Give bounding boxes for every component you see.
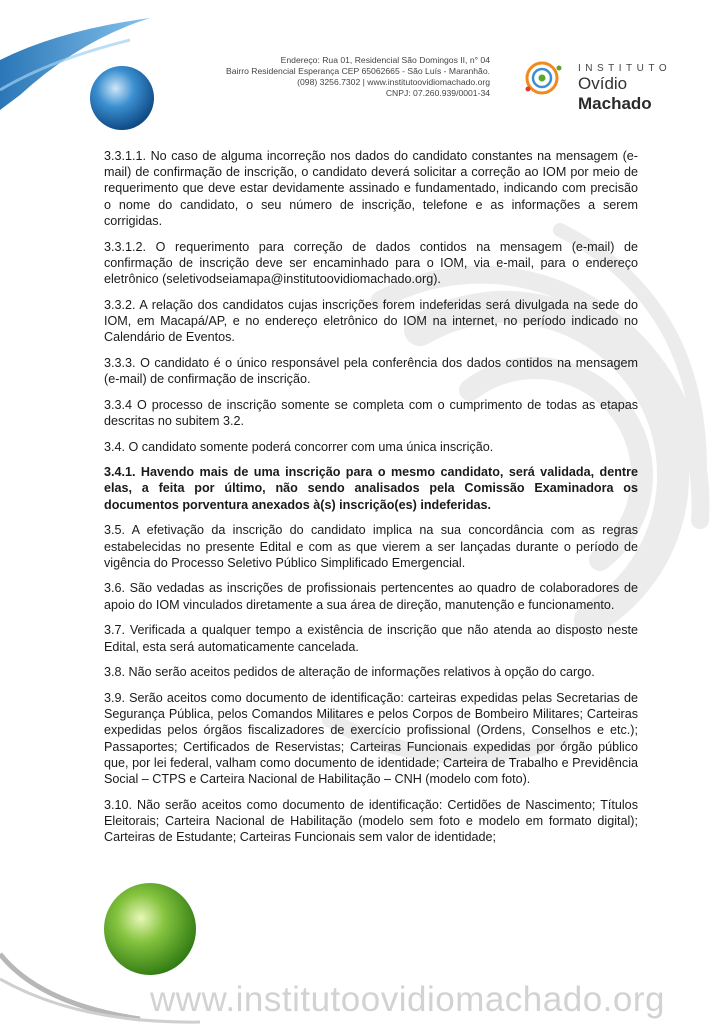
paragraph-3-3-1-1: 3.3.1.1. No caso de alguma incorreção nos dados do candidato constantes na mensagem (e-mail) de confirmação de inscrição, o candidato deverá solicitar a correção ao IOM por meio de requerimento que deve estar devidamente assinado e fundamentado, indicando com precisão o nome do candidato, o seu número de inscrição, telefone e as informações a serem corrigidas. — [104, 149, 638, 228]
logo-top-text: INSTITUTO — [578, 63, 672, 74]
document-body — [104, 148, 638, 855]
paragraph-3-3-3: 3.3.3. O candidato é o único responsável pela conferência dos dados contidos na mensagem (e-mail) de confirmação de inscrição. — [104, 355, 638, 386]
logo-name-bold: Machado — [578, 94, 652, 113]
address-line: Bairro Residencial Esperança CEP 65062665 - São Luís - Maranhão. — [225, 66, 490, 76]
phone-website-line: (098) 3256.7302 | www.institutoovidiomachado.org — [297, 77, 490, 87]
institute-logo — [518, 56, 698, 113]
paragraph-3-3-4: 3.3.4 O processo de inscrição somente se completa com o cumprimento de todas as etapas descritas no subitem 3.2. — [104, 397, 638, 428]
logo-name — [578, 74, 698, 114]
paragraph-3-6: 3.6. São vedadas as inscrições de profissionais pertencentes ao quadro de colaboradores de apoio do IOM vinculados diretamente a sua área de direção, manutenção e funcionamento. — [104, 581, 638, 612]
paragraph-3-7: 3.7. Verificada a qualquer tempo a existência de inscrição que não atenda ao disposto neste Edital, esta será automaticamente cancelada. — [104, 623, 638, 654]
paragraph-3-3-1-2: 3.3.1.2. O requerimento para correção de dados contidos na mensagem (e-mail) de confirmação de inscrição deve ser encaminhado para o IOM, via e-mail, para o endereço eletrônico (seletivodseiamapa@institutoovidiomachado.org). — [104, 239, 638, 286]
address-line: Endereço: Rua 01, Residencial São Domingos II, n° 04 — [280, 55, 490, 65]
footer-website: www.institutoovidiomachado.org — [150, 980, 665, 1019]
paragraph-3-3-2: 3.3.2. A relação dos candidatos cujas inscrições forem indeferidas será divulgada na sede do IOM, em Macapá/AP, e no endereço eletrônico do IOM na internet, no período indicado no Calendário de Eventos. — [104, 297, 638, 345]
paragraph-3-5: 3.5. A efetivação da inscrição do candidato implica na sua concordância com as regras estabelecidas no presente Edital e com as que vierem a ser lançadas durante o período de vigência do Processo Seletivo Público Simplificado Emergencial. — [104, 523, 638, 570]
paragraph-3-4: 3.4. O candidato somente poderá concorrer com uma única inscrição. — [104, 439, 494, 454]
paragraph-3-9: 3.9. Serão aceitos como documento de identificação: carteiras expedidas pelas Secretarias de Segurança Pública, pelos Comandos Militares e pelos Corpos de Bombeiro Militares; Carteiras expedidas pelos órgãos fiscalizadores de exercício profissional (Ordens, Conselhos e etc.); Passaportes; Certificados de Reservistas; Carteiras Funcionais expedidas por órgão público que, por lei federal, valham como documento de identidade; Carteira de Trabalho e Previdência Social – CTPS e Carteira Nacional de Habilitação – CNH (modelo com foto). — [104, 690, 638, 786]
paragraph-3-10: 3.10. Não serão aceitos como documento de identificação: Certidões de Nascimento; Títulos Eleitorais; Carteira Nacional de Habilitação (modelo sem foto e modelo em formato digital); Carteiras de Estudante; Carteiras Funcionais sem valor de identidade; — [104, 797, 638, 845]
header-address — [180, 55, 490, 99]
cnpj-line: CNPJ: 07.260.939/0001-34 — [385, 88, 490, 98]
institute-logo-icon — [518, 56, 574, 102]
logo-name-regular: Ovídio — [578, 74, 628, 93]
paragraph-3-4-1: 3.4.1. Havendo mais de uma inscrição para o mesmo candidato, será validada, dentre elas, a feita por último, não sendo analisados pela Comissão Examinadora os documentos porventura anexados à(s) inscrição(es) indeferidas. — [104, 465, 638, 512]
paragraph-3-8: 3.8. Não serão aceitos pedidos de alteração de informações relativos à opção do cargo. — [104, 665, 595, 680]
header-decoration — [0, 0, 200, 150]
